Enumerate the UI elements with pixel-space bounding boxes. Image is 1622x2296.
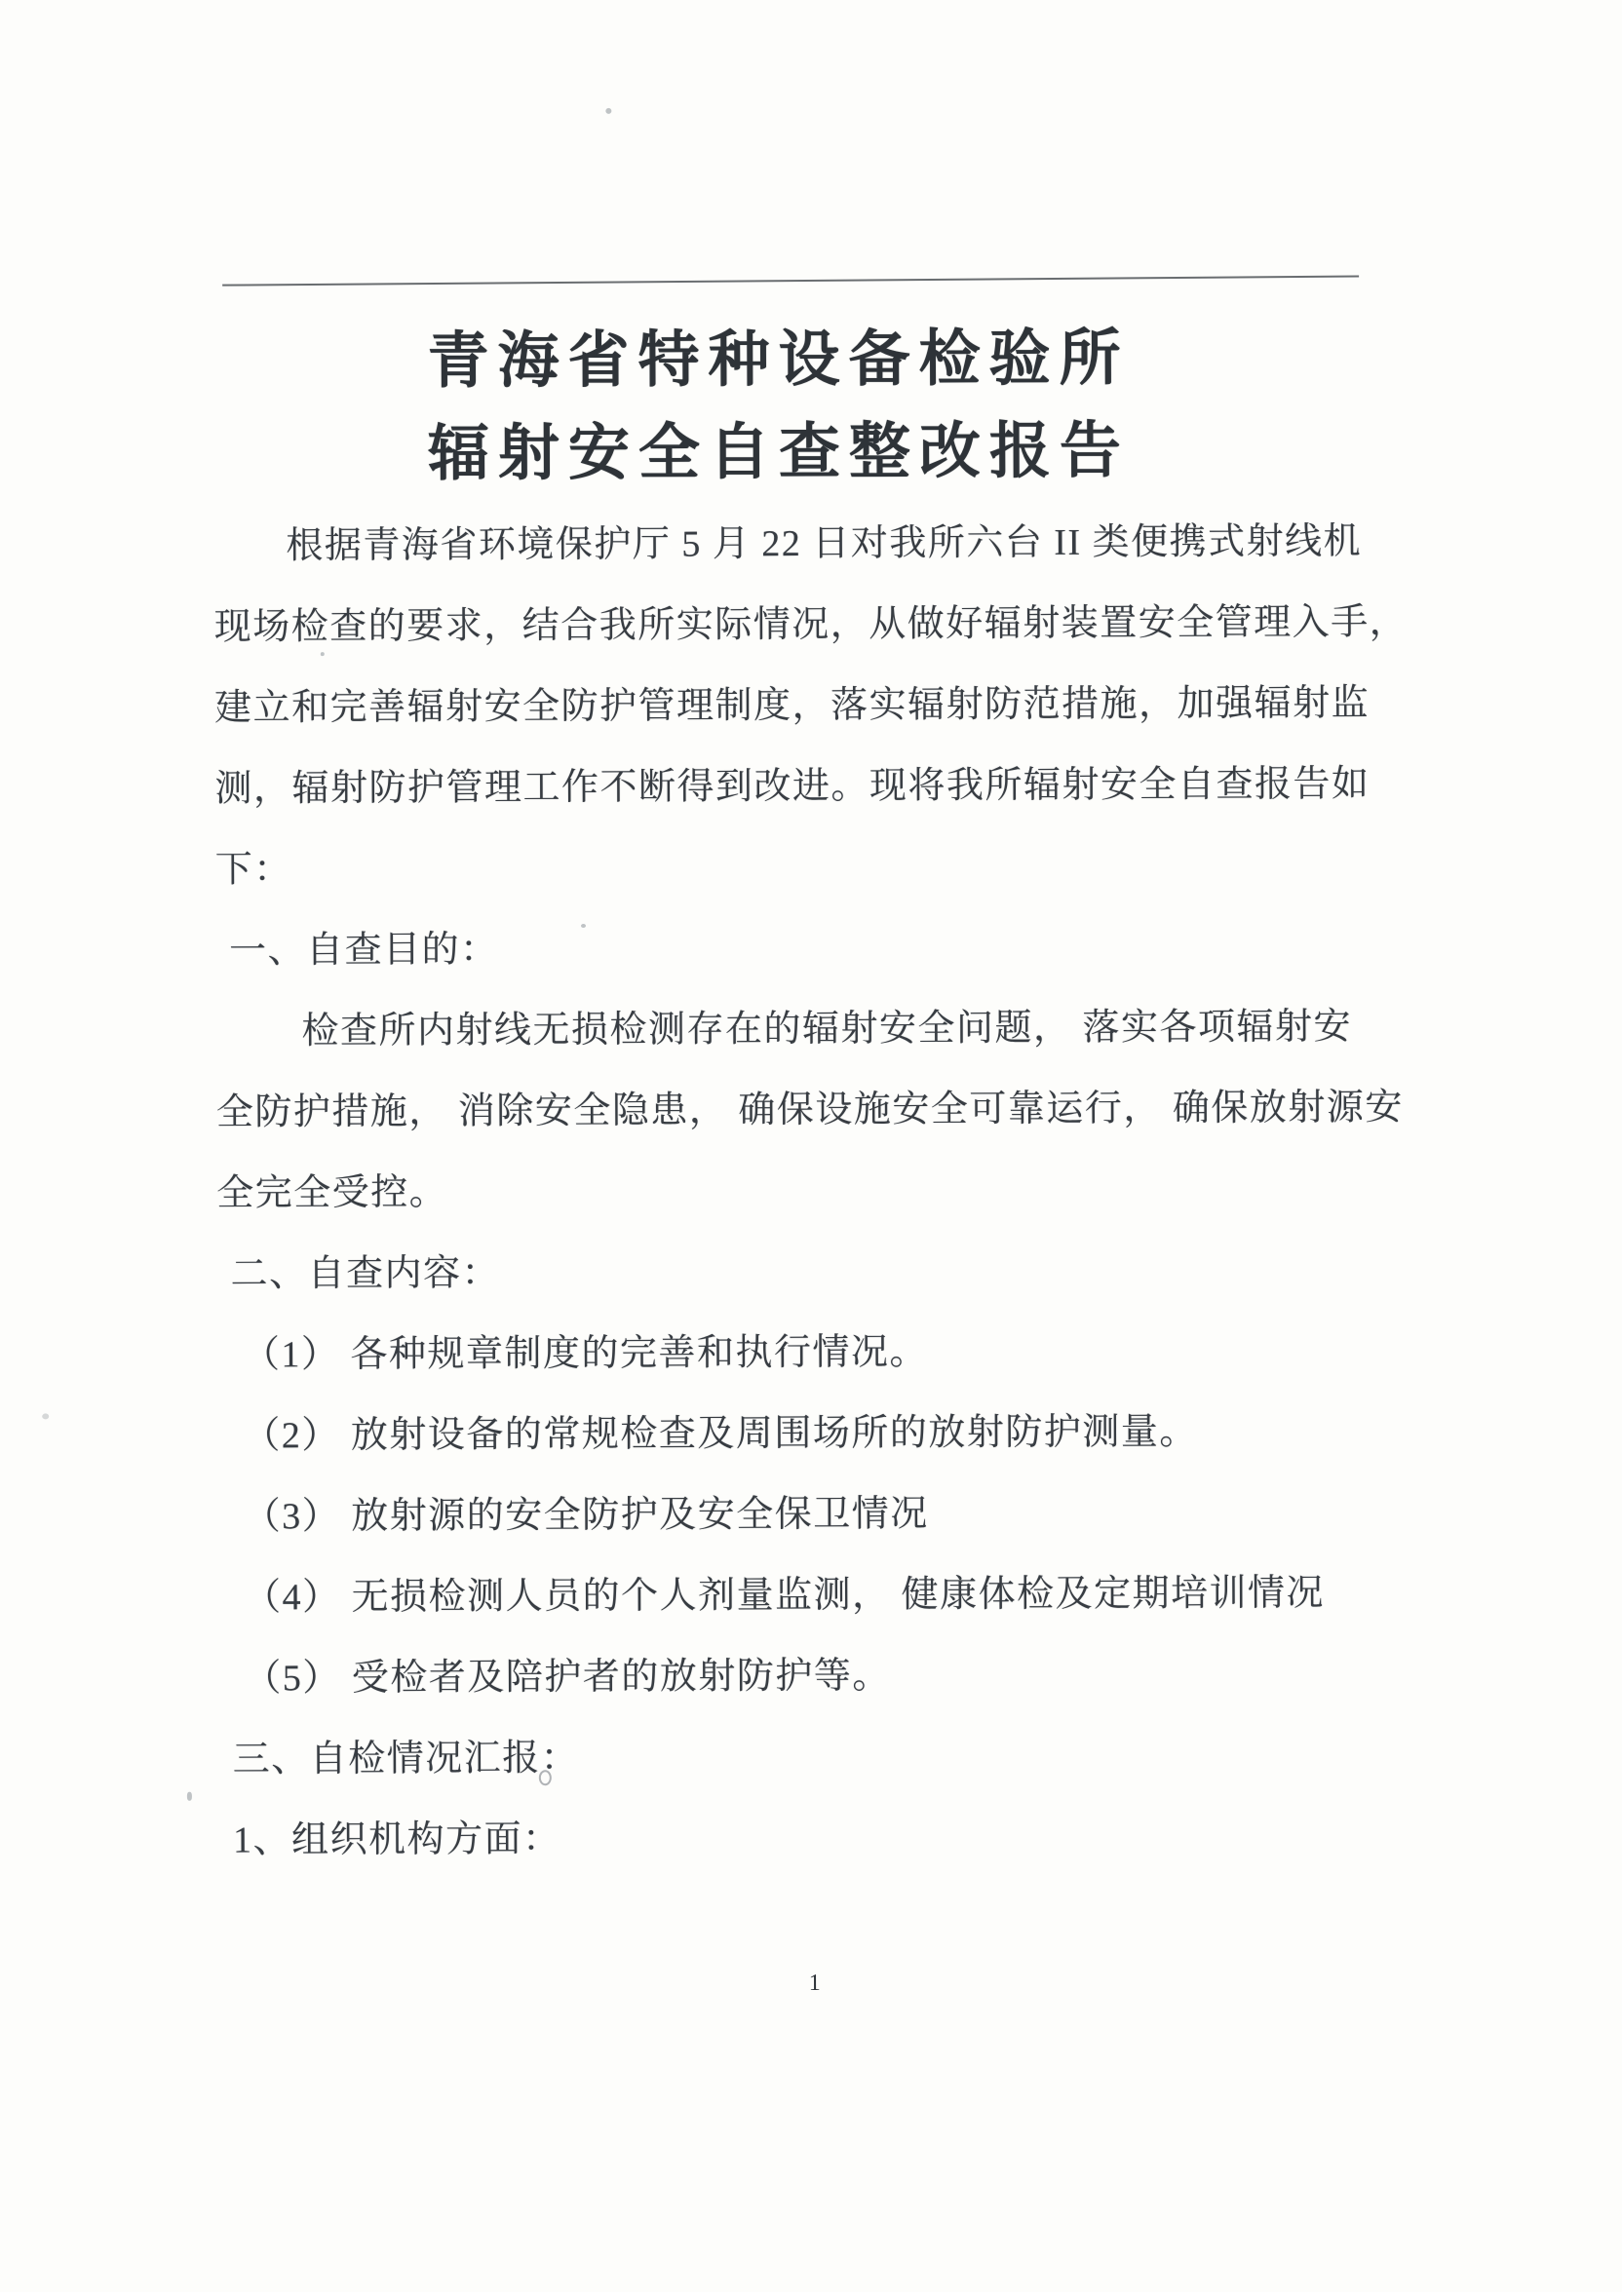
paragraph-line: 现场检查的要求，结合我所实际情况，从做好辐射装置安全管理入手， xyxy=(213,601,1409,648)
section-heading-2: 二、自查内容： xyxy=(230,1252,501,1295)
section-heading-3: 三、自检情况汇报： xyxy=(232,1738,580,1780)
header-rule xyxy=(222,276,1359,287)
subsection-heading-1: 1、组织机构方面： xyxy=(233,1818,561,1861)
scan-speck xyxy=(539,1770,552,1785)
paragraph-line: 下： xyxy=(214,849,292,891)
scan-speck xyxy=(581,924,586,928)
document-body xyxy=(213,501,1418,1881)
paragraph-line: 全防护措施， 消除安全隐患， 确保设施安全可靠运行， 确保放射源安 xyxy=(215,1087,1404,1133)
paragraph-line: 根据青海省环境保护厅 5 月 22 日对我所六台 II 类便携式射线机 xyxy=(286,520,1363,567)
list-item-5: （5） 受检者及陪护者的放射防护等。 xyxy=(244,1655,891,1700)
scan-speck xyxy=(321,652,325,656)
paragraph-line: 检查所内射线无损检测存在的辐射安全问题， 落实各项辐射安 xyxy=(301,1006,1353,1052)
document-title-line2: 辐射安全自查整改报告 xyxy=(427,416,1131,488)
paragraph-line: 测，辐射防护管理工作不断得到改进。现将我所辐射安全自查报告如 xyxy=(214,763,1371,810)
page-number: 1 xyxy=(808,1970,821,1997)
section-heading-1: 一、自查目的： xyxy=(229,929,499,972)
list-item-4: （4） 无损检测人员的个人剂量监测， 健康体检及定期培训情况 xyxy=(243,1572,1326,1619)
scan-speck xyxy=(187,1792,192,1801)
paragraph-line: 全完全受控。 xyxy=(216,1171,448,1214)
scan-speck xyxy=(42,1413,49,1419)
list-item-3: （3） 放射源的安全防护及安全保卫情况 xyxy=(243,1493,929,1538)
list-item-1: （1） 各种规章制度的完善和执行情况。 xyxy=(242,1331,929,1376)
document-title-line1: 青海省特种设备检验所 xyxy=(427,324,1130,396)
list-item-2: （2） 放射设备的常规检查及周围场所的放射防护测量。 xyxy=(243,1411,1198,1457)
scan-speck xyxy=(605,108,611,114)
document-title xyxy=(0,311,1561,503)
paragraph-line: 建立和完善辐射安全防护管理制度，落实辐射防范措施，加强辐射监 xyxy=(213,682,1371,729)
